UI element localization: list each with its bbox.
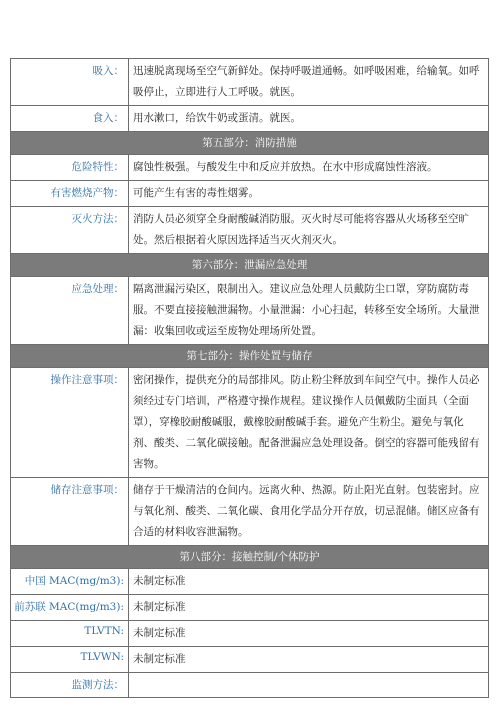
row-monitoring — [11, 673, 489, 698]
tlvwn-value: 未制定标准 — [129, 647, 489, 673]
combustion-label: 有害燃烧产物： — [11, 181, 129, 207]
hazard-label: 危险特性： — [11, 155, 129, 181]
handling-value: 密闭操作，提供充分的局部排风。防止粉尘释放到车间空气中。操作人员必须经过专门培训，严格遵守操作规程。建议操作人员佩戴防尘面具（全面罩），穿橡胶耐酸碱服，戴橡胶耐酸碱手套。避免产生粉尘。避免与氧化剂、酸类、二氧化碳接触。配备泄漏应急处理设备。倒空的容器可能残留有害物。 — [129, 368, 489, 478]
section6-title: 第六部分：泄漏应急处理 — [11, 254, 489, 277]
storage-value: 储存于干燥清洁的仓间内。远离火种、热源。防止阳光直射。包装密封。应与氧化剂、酸类、二氧化碳、食用化学品分开存放，切忌混储。储区应备有合适的材料收容泄漏物。 — [129, 478, 489, 546]
tlvtn-value: 未制定标准 — [129, 621, 489, 647]
hazard-value: 腐蚀性极强。与酸发生中和反应并放热。在水中形成腐蚀性溶液。 — [129, 155, 489, 181]
row-storage — [11, 478, 489, 546]
section5-title: 第五部分：消防措施 — [11, 132, 489, 155]
ingestion-value: 用水漱口，给饮牛奶或蛋清。就医。 — [129, 106, 489, 132]
china-mac-label: 中国 MAC(mg/m3): — [11, 569, 129, 595]
tlvwn-label: TLVWN: — [11, 647, 129, 673]
row-ussr-mac — [11, 595, 489, 621]
section7-title: 第七部分：操作处置与储存 — [11, 345, 489, 368]
ussr-mac-value: 未制定标准 — [129, 595, 489, 621]
ussr-mac-label: 前苏联 MAC(mg/m3): — [11, 595, 129, 621]
row-tlvwn — [11, 647, 489, 673]
emergency-label: 应急处理： — [11, 277, 129, 345]
extinguish-label: 灭火方法： — [11, 207, 129, 254]
row-inhalation — [11, 59, 489, 106]
tlvtn-label: TLVTN: — [11, 621, 129, 647]
row-china-mac — [11, 569, 489, 595]
section5-header-row — [11, 132, 489, 155]
section7-header-row — [11, 345, 489, 368]
row-handling — [11, 368, 489, 478]
china-mac-value: 未制定标准 — [129, 569, 489, 595]
monitoring-value — [129, 673, 489, 698]
extinguish-value: 消防人员必须穿全身耐酸碱消防服。灭火时尽可能将容器从火场移至空旷处。然后根据着火原因选择适当灭火剂灭火。 — [129, 207, 489, 254]
emergency-value: 隔离泄漏污染区，限制出入。建议应急处理人员戴防尘口罩，穿防腐防毒服。不要直接接触泄漏物。小量泄漏：小心扫起，转移至安全场所。大量泄漏：收集回收或运至废物处理场所处置。 — [129, 277, 489, 345]
section8-header-row — [11, 546, 489, 569]
storage-label: 储存注意事项： — [11, 478, 129, 546]
section6-header-row — [11, 254, 489, 277]
inhalation-value: 迅速脱离现场至空气新鲜处。保持呼吸道通畅。如呼吸困难，给输氧。如呼吸停止，立即进行人工呼吸。就医。 — [129, 59, 489, 106]
row-emergency — [11, 277, 489, 345]
monitoring-label: 监测方法： — [11, 673, 129, 698]
combustion-value: 可能产生有害的毒性烟雾。 — [129, 181, 489, 207]
handling-label: 操作注意事项： — [11, 368, 129, 478]
msds-sheet — [10, 58, 489, 698]
row-ingestion — [11, 106, 489, 132]
msds-table — [10, 58, 489, 698]
inhalation-label: 吸入： — [11, 59, 129, 106]
ingestion-label: 食入： — [11, 106, 129, 132]
row-tlvtn — [11, 621, 489, 647]
row-combustion — [11, 181, 489, 207]
row-hazard — [11, 155, 489, 181]
section8-title: 第八部分：接触控制/个体防护 — [11, 546, 489, 569]
row-extinguish — [11, 207, 489, 254]
